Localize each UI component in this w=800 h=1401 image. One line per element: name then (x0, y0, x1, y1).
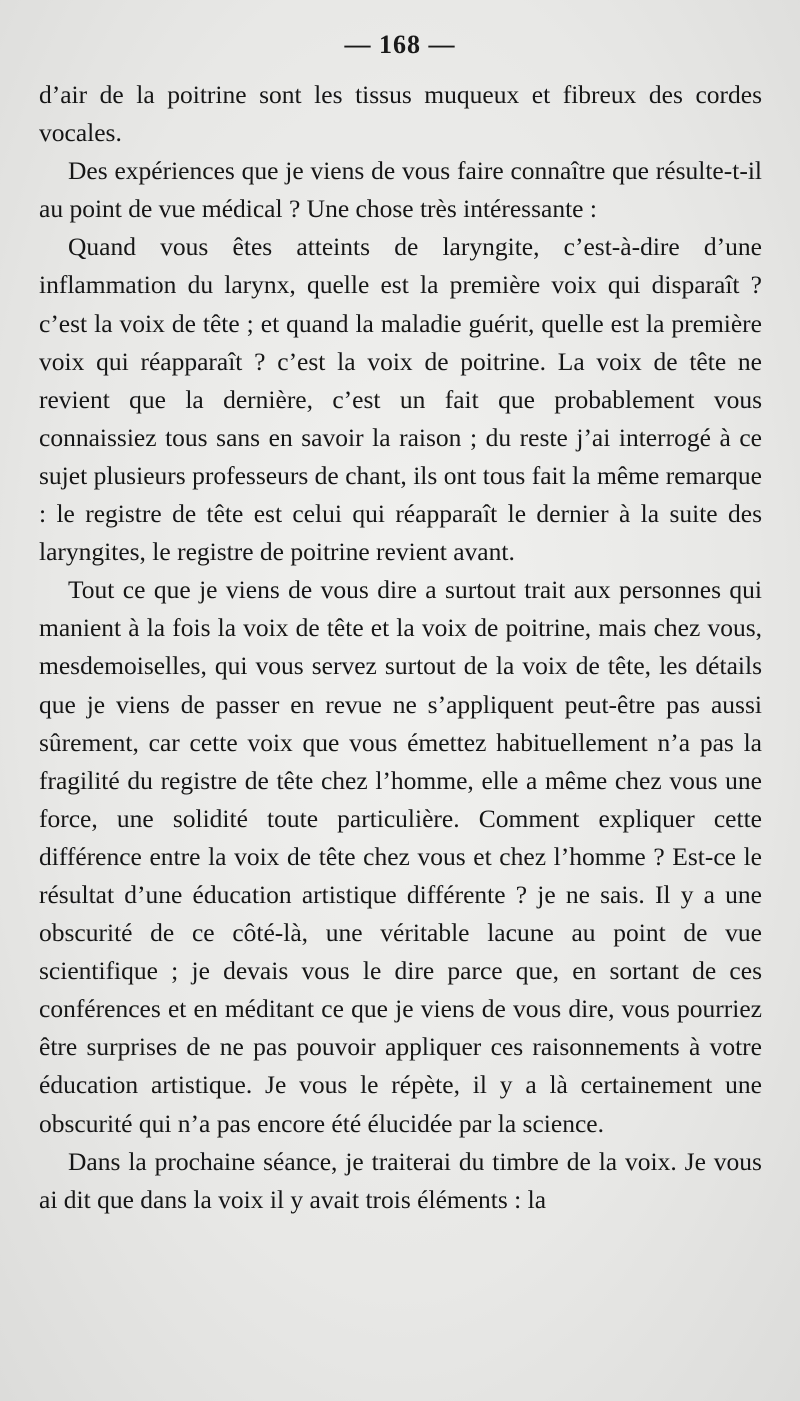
paragraph: Dans la prochaine séance, je traiterai du timbre de la voix. Je vous ai dit que dans la voix il y avait trois éléments : la (39, 1146, 762, 1214)
paragraph-continuation: d’air de la poitrine sont les tissus muqueux et fibreux des cordes vocales. (39, 80, 762, 148)
paragraph: Des expériences que je viens de vous faire connaître que résulte-t-il au point de vue médical ? Une chose très intéressante : (39, 156, 762, 224)
paragraph: Tout ce que je viens de vous dire a surtout trait aux personnes qui manient à la fois la voix de tête et la voix de poitrine, mais chez vous, mesdemoiselles, qui vous servez surtout de la voix de tête, les détails que je viens de passer en revue ne s’appliquent peut-être pas aussi sûrement, car cette voix que vous émettez habituellement n’a pas la fragilité du registre de tête chez l’homme, elle a même chez vous une force, une solidité toute particulière. Comment expliquer cette différence entre la voix de tête chez vous et chez l’homme ? Est-ce le résultat d’une éducation artistique différente ? je ne sais. Il y a une obscurité de ce côté-là, une véritable lacune au point de vue scientifique ; je devais vous le dire parce que, en sortant de ces conférences et en méditant ce que je viens de vous dire, vous pourriez être surprises de ne pas pouvoir appliquer ces raisonnements à votre éducation artistique. Je vous le répète, il y a là certainement une obscurité qui n’a pas encore été élucidée par la science. (39, 575, 762, 1138)
page-number: — 168 — (344, 30, 456, 59)
paragraph: Quand vous êtes atteints de laryngite, c’est-à-dire d’une inflammation du larynx, quelle est la première voix qui disparaît ? c’est la voix de tête ; et quand la maladie guérit, quelle est la première voix qui réapparaît ? c’est la voix de poitrine. La voix de tête ne revient que la dernière, c’est un fait que probablement vous connaissiez tous sans en savoir la raison ; du reste j’ai interrogé à ce sujet plusieurs professeurs de chant, ils ont tous fait la même remarque : le registre de tête est celui qui réapparaît le dernier à la suite des laryngites, le registre de poitrine revient avant. (39, 232, 762, 567)
page-body (39, 76, 762, 1219)
